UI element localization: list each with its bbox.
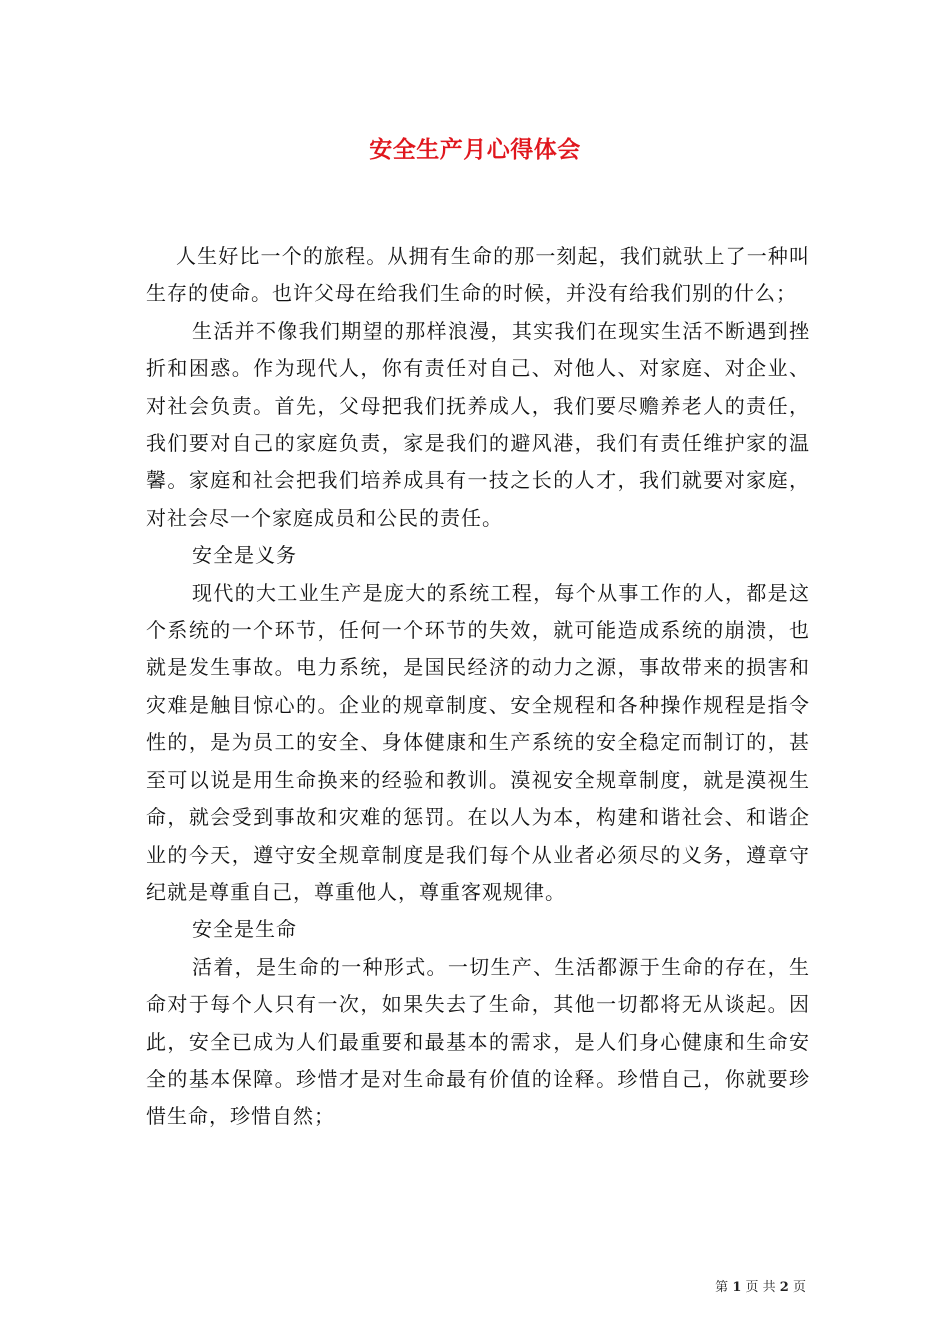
paragraph-2: 生活并不像我们期望的那样浪漫，其实我们在现实生活不断遇到挫折和困惑。作为现代人，你有责任对自己、对他人、对家庭、对企业、对社会负责。首先，父母把我们抚养成人，我们要尽赡养老人的责任，我们要对自己的家庭负责，家是我们的避风港，我们有责任维护家的温馨。家庭和社会把我们培养成具有一技之长的人才，我们就要对家庭，对社会尽一个家庭成员和公民的责任。 [146, 318, 810, 530]
paragraph-1: 人生好比一个的旅程。从拥有生命的那一刻起，我们就驮上了一种叫生存的使命。也许父母在给我们生命的时候，并没有给我们别的什么； [146, 244, 810, 306]
paragraph-3: 现代的大工业生产是庞大的系统工程，每个从事工作的人，都是这个系统的一个环节，任何一个环节的失效，就可能造成系统的崩溃，也就是发生事故。电力系统，是国民经济的动力之源，事故带来的损害和灾难是触目惊心的。企业的规章制度、安全规程和各种操作规程是指令性的，是为员工的安全、身体健康和生产系统的安全稳定而制订的，甚至可以说是用生命换来的经验和教训。漠视安全规章制度，就是漠视生命，就会受到事故和灾难的惩罚。在以人为本，构建和谐社会、和谐企业的今天，遵守安全规章制度是我们每个从业者必须尽的义务，遵章守纪就是尊重自己，尊重他人，尊重客观规律。 [146, 580, 810, 904]
footer-suffix: 页 [792, 1280, 806, 1295]
footer-middle: 页 共 [745, 1280, 776, 1295]
footer-total-pages: 2 [779, 1280, 789, 1295]
footer-current-page: 1 [732, 1280, 742, 1295]
paragraph-4: 活着，是生命的一种形式。一切生产、生活都源于生命的存在，生命对于每个人只有一次，如果失去了生命，其他一切都将无从谈起。因此，安全已成为人们最重要和最基本的需求，是人们身心健康和生命安全的基本保障。珍惜才是对生命最有价值的诠释。珍惜自己，你就要珍惜生命，珍惜自然； [146, 954, 810, 1129]
section-heading-duty: 安全是义务 [192, 543, 297, 568]
page-number-footer [715, 1276, 806, 1295]
document-body [146, 238, 810, 1136]
document-title: 安全生产月心得体会 [369, 136, 581, 163]
section-heading-life: 安全是生命 [192, 917, 297, 942]
footer-prefix: 第 [715, 1280, 729, 1295]
